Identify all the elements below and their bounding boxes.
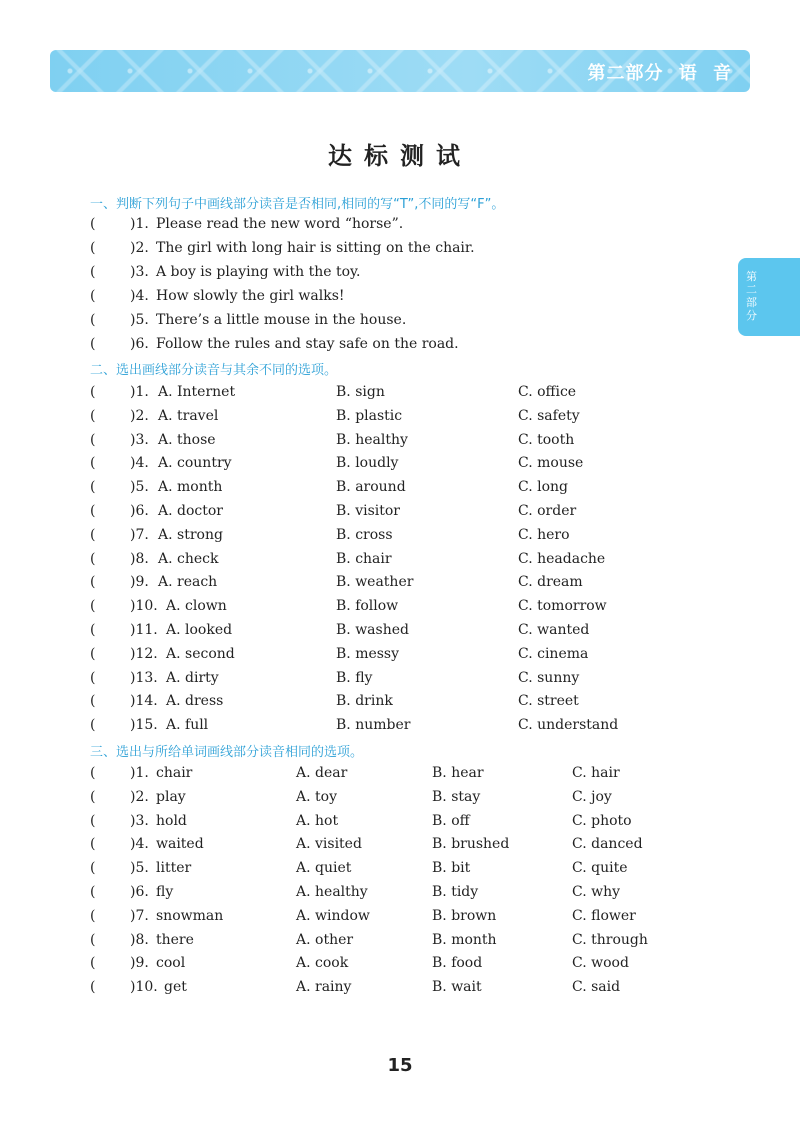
option-b: B. cross (336, 526, 393, 543)
option-a: A. dirty (166, 669, 219, 686)
option-b: B. hear (432, 765, 484, 781)
option-a: A. toy (296, 788, 337, 805)
question-number: )12. (130, 645, 158, 662)
question-text: The girl with long hair is sitting on the chair. (156, 240, 475, 256)
question-number: )8. (130, 550, 149, 567)
answer-paren-left: ( (90, 622, 96, 638)
option-c: C. danced (572, 836, 643, 853)
answer-paren-left: ( (90, 384, 96, 400)
option-c: C. understand (518, 717, 619, 734)
question-number: )2. (130, 407, 149, 424)
option-a: A. dear (296, 765, 348, 781)
answer-paren-left: ( (90, 955, 96, 972)
answer-paren-left: ( (90, 479, 96, 496)
option-b: B. weather (336, 574, 414, 591)
question-number: )14. (130, 693, 158, 710)
question-text: There’s a little mouse in the house. (156, 312, 407, 328)
question-text: A boy is playing with the toy. (156, 264, 361, 280)
question-number: )10. (130, 598, 158, 615)
option-a: A. looked (166, 622, 233, 638)
banner-title: 第二部分 语 音 (587, 63, 732, 84)
section3-heading: 三、选出与所给单词画线部分读音相同的选项。 (90, 745, 364, 760)
option-b: B. loudly (336, 455, 399, 472)
section1-heading: 一、判断下列句子中画线部分读音是否相同,相同的写“T”,不同的写“F”。 (90, 197, 505, 212)
option-b: B. stay (432, 788, 481, 805)
question-number: )10. (130, 979, 158, 996)
option-a: A. quiet (296, 860, 352, 877)
question-number: )9. (130, 955, 149, 972)
answer-paren-left: ( (90, 455, 96, 472)
option-c: C. order (518, 503, 577, 519)
option-b: B. brushed (432, 836, 510, 853)
option-a: A. Internet (158, 384, 236, 400)
option-c: C. cinema (518, 645, 589, 662)
option-c: C. mouse (518, 455, 584, 472)
answer-paren-left: ( (90, 765, 96, 781)
answer-paren-left: ( (90, 574, 96, 591)
option-a: A. dress (166, 693, 224, 710)
answer-paren-left: ( (90, 717, 96, 734)
answer-paren-left: ( (90, 860, 96, 877)
option-a: A. doctor (158, 503, 223, 519)
answer-paren-left: ( (90, 979, 96, 996)
option-b: B. plastic (336, 407, 403, 424)
option-c: C. dream (518, 574, 583, 591)
answer-paren-left: ( (90, 216, 96, 232)
given-word: cool (156, 955, 186, 972)
question-text: How slowly the girl walks! (156, 288, 345, 304)
question-text: Follow the rules and stay safe on the road. (156, 336, 459, 352)
option-b: B. drink (336, 693, 393, 710)
answer-paren-left: ( (90, 407, 96, 424)
option-a: A. hot (296, 812, 339, 829)
answer-paren-left: ( (90, 550, 96, 567)
option-a: A. travel (158, 407, 219, 424)
option-b: B. month (432, 931, 497, 948)
question-number: )4. (130, 836, 149, 853)
option-b: B. tidy (432, 884, 479, 900)
option-a: A. reach (158, 574, 218, 591)
option-a: A. clown (166, 598, 227, 615)
option-a: A. window (296, 907, 370, 924)
question-number: )2. (130, 240, 149, 256)
question-number: )4. (130, 288, 149, 304)
answer-paren-left: ( (90, 431, 96, 448)
answer-paren-left: ( (90, 884, 96, 900)
option-b: B. fly (336, 669, 373, 686)
option-c: C. joy (572, 788, 612, 805)
question-number: )6. (130, 336, 149, 352)
question-number: )5. (130, 860, 149, 877)
answer-paren-left: ( (90, 288, 96, 304)
option-b: B. off (432, 812, 470, 829)
question-number: )4. (130, 455, 149, 472)
answer-paren-left: ( (90, 503, 96, 519)
question-number: )5. (130, 479, 149, 496)
option-b: B. wait (432, 979, 482, 996)
question-number: )3. (130, 431, 149, 448)
side-tab-label: 第二部分 (746, 270, 757, 322)
question-number: )5. (130, 312, 149, 328)
question-text: Please read the new word “horse”. (156, 216, 404, 232)
question-number: )2. (130, 788, 149, 805)
option-b: B. healthy (336, 431, 408, 448)
side-tab (738, 258, 800, 336)
option-a: A. other (296, 931, 354, 948)
option-a: A. month (158, 479, 223, 496)
option-b: B. number (336, 717, 411, 734)
question-number: )7. (130, 907, 149, 924)
option-a: A. those (158, 431, 216, 448)
answer-paren-left: ( (90, 907, 96, 924)
question-number: )11. (130, 622, 158, 638)
answer-paren-left: ( (90, 645, 96, 662)
answer-paren-left: ( (90, 264, 96, 280)
answer-paren-left: ( (90, 931, 96, 948)
option-a: A. strong (158, 526, 223, 543)
option-b: B. messy (336, 645, 400, 662)
option-a: A. check (158, 550, 219, 567)
option-c: C. wood (572, 955, 629, 972)
option-a: A. country (158, 455, 232, 472)
option-a: A. cook (296, 955, 349, 972)
question-number: )9. (130, 574, 149, 591)
question-number: )3. (130, 264, 149, 280)
option-c: C. long (518, 479, 568, 496)
answer-paren-left: ( (90, 812, 96, 829)
question-number: )3. (130, 812, 149, 829)
option-c: C. said (572, 979, 621, 996)
option-b: B. visitor (336, 503, 400, 519)
answer-paren-left: ( (90, 836, 96, 853)
option-c: C. quite (572, 860, 628, 877)
option-a: A. rainy (296, 979, 352, 996)
question-number: )6. (130, 503, 149, 519)
option-c: C. sunny (518, 669, 580, 686)
answer-paren-left: ( (90, 240, 96, 256)
option-b: B. brown (432, 907, 497, 924)
answer-paren-left: ( (90, 693, 96, 710)
option-c: C. flower (572, 907, 636, 924)
option-b: B. food (432, 955, 483, 972)
option-a: A. visited (296, 836, 362, 853)
option-b: B. bit (432, 860, 471, 877)
option-c: C. tomorrow (518, 598, 607, 615)
answer-paren-left: ( (90, 526, 96, 543)
question-number: )1. (130, 384, 149, 400)
option-c: C. through (572, 931, 648, 948)
given-word: waited (156, 836, 204, 853)
question-number: )1. (130, 765, 149, 781)
option-b: B. chair (336, 550, 392, 567)
option-c: C. safety (518, 407, 580, 424)
given-word: litter (156, 860, 192, 877)
question-number: )6. (130, 884, 149, 900)
option-c: C. hero (518, 526, 570, 543)
question-number: )1. (130, 216, 149, 232)
header-banner (50, 50, 750, 92)
given-word: hold (156, 812, 187, 829)
given-word: there (156, 931, 194, 948)
option-c: C. street (518, 693, 579, 710)
option-c: C. office (518, 384, 577, 400)
given-word: chair (156, 765, 193, 781)
option-b: B. washed (336, 622, 409, 638)
question-number: )15. (130, 717, 158, 734)
answer-paren-left: ( (90, 598, 96, 615)
option-a: A. second (166, 645, 235, 662)
answer-paren-left: ( (90, 312, 96, 328)
given-word: fly (156, 884, 174, 900)
answer-paren-left: ( (90, 336, 96, 352)
option-c: C. hair (572, 765, 620, 781)
option-b: B. around (336, 479, 406, 496)
option-c: C. wanted (518, 622, 590, 638)
question-number: )7. (130, 526, 149, 543)
answer-paren-left: ( (90, 669, 96, 686)
page-title: 达标测试 (328, 142, 472, 170)
option-b: B. follow (336, 598, 399, 615)
option-a: A. full (166, 717, 209, 734)
given-word: get (164, 979, 187, 996)
option-b: B. sign (336, 384, 385, 400)
question-number: )8. (130, 931, 149, 948)
option-a: A. healthy (296, 884, 368, 900)
option-c: C. photo (572, 812, 632, 829)
given-word: play (156, 788, 186, 805)
section2-heading: 二、选出画线部分读音与其余不同的选项。 (90, 363, 338, 378)
page-number: 15 (387, 1055, 413, 1076)
answer-paren-left: ( (90, 788, 96, 805)
question-number: )13. (130, 669, 158, 686)
given-word: snowman (156, 907, 224, 924)
option-c: C. tooth (518, 431, 575, 448)
option-c: C. headache (518, 550, 606, 567)
option-c: C. why (572, 884, 621, 900)
